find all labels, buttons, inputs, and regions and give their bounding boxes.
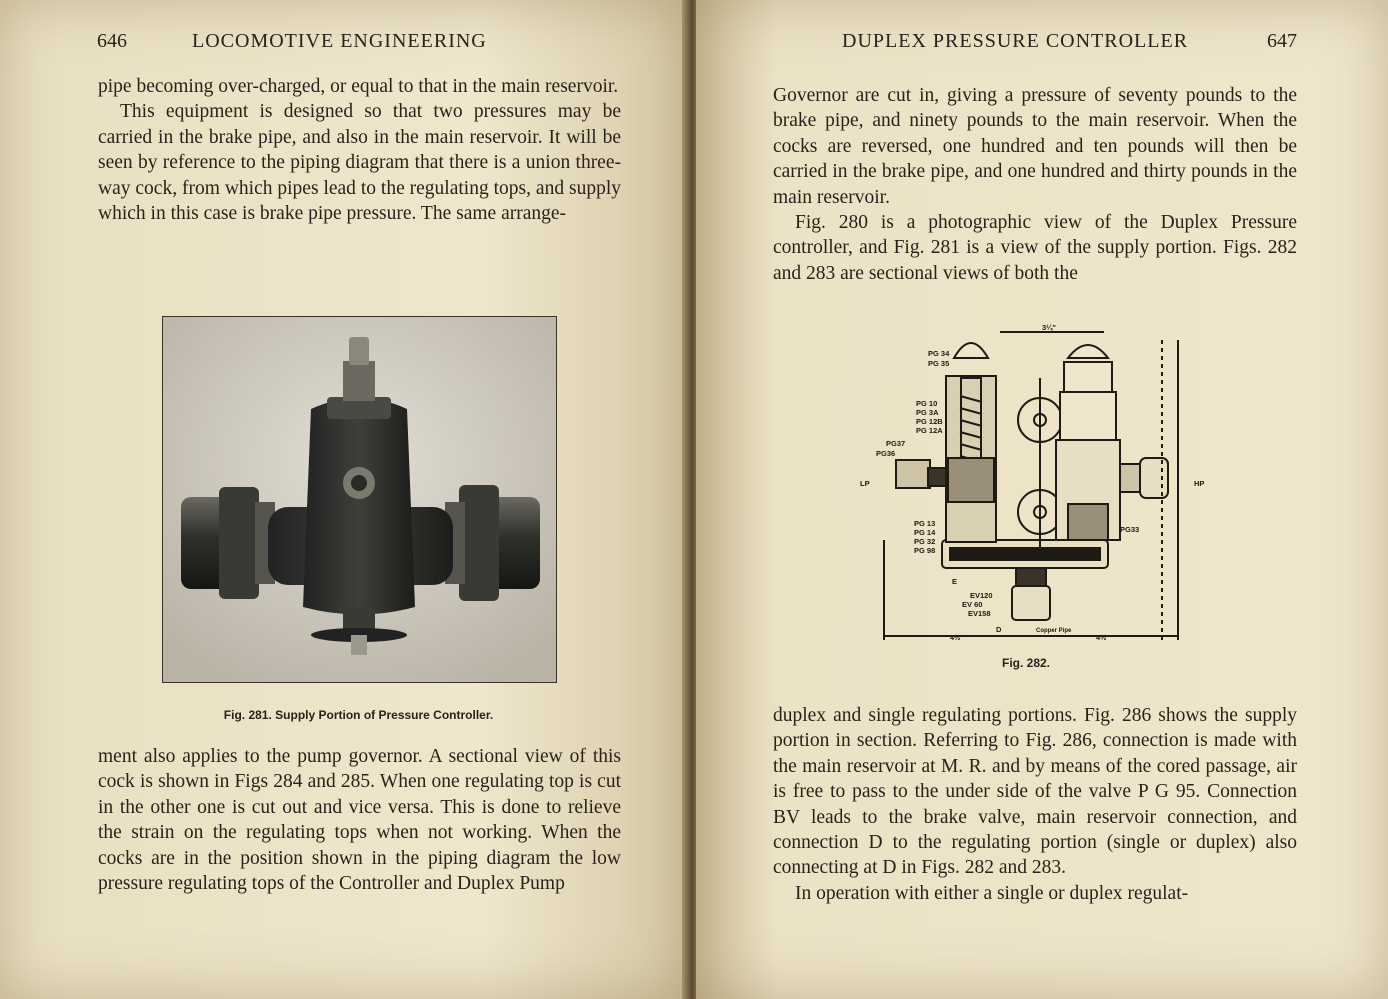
paragraph: This equipment is designed so that two pressures may be carried in the brake pipe, and also in the main reservoir. It will be seen by reference to the piping diagram that there is a union three-way cock, from which pipes lead to the regulating tops, and supply which in this case is brake pipe pressure. The same arrange- <box>98 101 621 225</box>
label-d: D <box>996 625 1002 634</box>
running-head-left: LOCOMOTIVE ENGINEERING <box>192 30 487 52</box>
label-copper-pipe: Copper Pipe <box>1036 628 1072 634</box>
label-hp: HP <box>1194 479 1205 488</box>
paragraph: Fig. 280 is a photographic view of the Duplex Pressure controller, and Fig. 281 is a view of the supply portion. Figs. 282 and 283 are sectional views of both the <box>773 212 1297 284</box>
running-head-right: DUPLEX PRESSURE CONTROLLER <box>842 30 1189 52</box>
label-pg12b: PG 12B <box>916 417 943 426</box>
label-dim-top: 3¼" <box>1042 323 1056 332</box>
paragraph: pipe becoming over-charged, or equal to that in the main reservoir. <box>98 76 619 97</box>
supply-portion-photo <box>163 317 556 682</box>
right-top-text <box>773 83 1297 286</box>
page-number-left: 646 <box>97 30 127 52</box>
left-page <box>0 0 688 999</box>
label-ev60: EV 60 <box>962 600 983 609</box>
label-pg3a: PG 3A <box>916 408 939 417</box>
label-pg98: PG 98 <box>914 546 936 555</box>
right-bottom-text <box>773 703 1297 906</box>
label-pg36: PG36 <box>876 449 896 458</box>
left-top-text <box>98 74 621 226</box>
label-pg10: PG 10 <box>916 399 938 408</box>
fig-282-caption: Fig. 282. <box>1001 656 1051 670</box>
fig-281-photo <box>162 316 557 683</box>
label-ev120: EV120 <box>970 591 993 600</box>
label-pg13: PG 13 <box>914 519 936 528</box>
left-bottom-text <box>98 744 621 896</box>
label-pg35: PG 35 <box>928 359 950 368</box>
paragraph: In operation with either a single or duplex regulat- <box>795 882 1189 904</box>
label-pg37: PG37 <box>886 439 906 448</box>
label-pg32: PG 32 <box>914 537 936 546</box>
paragraph: duplex and single regulating portions. Fig. 286 shows the supply portion in section. Referring to Fig. 286, connection is made with the main reservoir at M. R. and by means of the cored passage, air is free to pass to the under side of the valve P G 95. Connection BV leads to the brake valve, main reservoir connection, and connection D to the regulating portion (single or duplex) also connecting at D in Figs. 282 and 283. <box>773 705 1297 879</box>
label-pg34: PG 34 <box>928 349 950 358</box>
label-pg33: PG33 <box>1120 525 1140 534</box>
label-pg14: PG 14 <box>914 528 936 537</box>
label-lp: LP <box>860 479 870 488</box>
label-dim-left: 4½" <box>950 633 964 642</box>
fig-282-sectional-drawing <box>856 318 1206 658</box>
label-e: E <box>952 577 958 586</box>
label-ev158: EV158 <box>968 609 991 618</box>
label-pg12a: PG 12A <box>916 426 943 435</box>
label-dim-right: 4½" <box>1096 633 1110 642</box>
page-number-right: 647 <box>1267 30 1297 52</box>
paragraph: ment also applies to the pump governor. A sectional view of this cock is shown in Figs 284 and 285. When one regulating top is cut in the other one is cut out and vice versa. This is done to relieve the strain on the regulating tops when not working. When the cocks are in the position shown in the piping diagram the low pressure regulating tops of the Controller and Duplex Pump <box>98 746 621 895</box>
fig-281-caption: Fig. 281. Supply Portion of Pressure Controller. <box>223 708 494 722</box>
right-page <box>696 0 1388 999</box>
paragraph: Governor are cut in, giving a pressure of seventy pounds to the brake pipe, and ninety pounds to the main reservoir. When the cocks are reversed, one hundred and ten pounds will then be carried in the brake pipe, and one hundred and thirty pounds in the main reservoir. <box>773 85 1297 208</box>
